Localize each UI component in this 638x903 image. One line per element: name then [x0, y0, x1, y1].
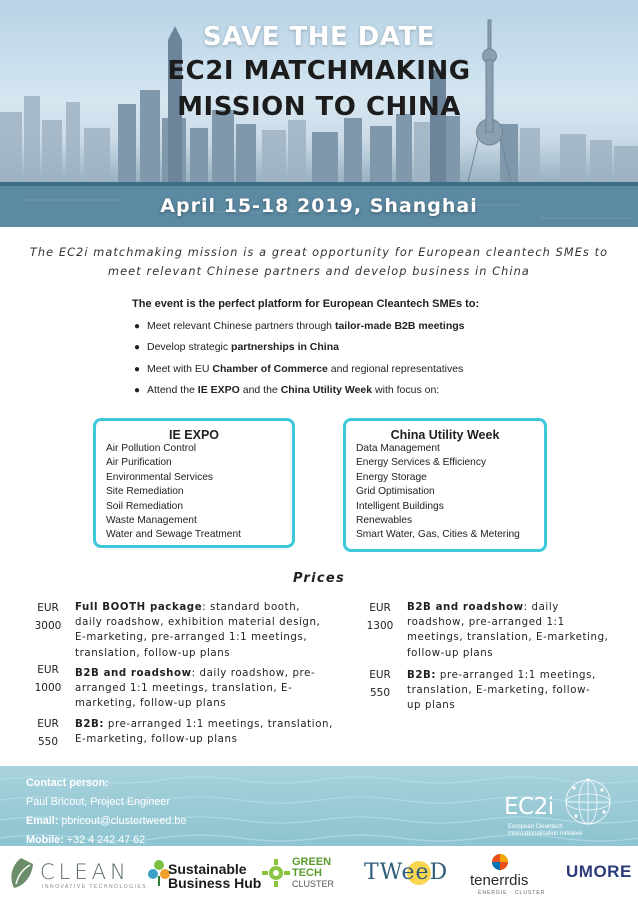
contact-block [26, 774, 186, 850]
price-amount: EUR 550 [369, 669, 391, 699]
china-utility-week-list [346, 442, 544, 543]
clean-logo-icon [6, 856, 36, 892]
price-description: B2B and roadshow: daily roadshow, pre- arranged 1:1 meetings, translation, E- marketing, follow-up plans [75, 668, 316, 710]
price-amount: EUR 1000 [34, 664, 62, 694]
price-description: B2B and roadshow: daily roadshow, pre-arranged 1:1 meetings, translation, E-marketing, follow-up plans [407, 602, 609, 659]
intro-paragraph: The EC2i matchmaking mission is a great opportunity for European cleantech SMEs to meet relevant Chinese partners and develop business in China [29, 246, 609, 278]
contact-heading: Contact person: [26, 777, 109, 789]
list-item: Intelligent Buildings [356, 500, 444, 512]
list-item: Renewables [356, 515, 413, 527]
list-item: Energy Storage [356, 471, 427, 483]
ec2i-tagline-2: Internationalisation Initiative [508, 831, 583, 837]
email-link[interactable]: pbricout@clustertweed.be [61, 815, 187, 827]
platform-bullet-list [132, 316, 465, 401]
bullet-item: ● Meet with EU Chamber of Commerce and regional representatives [132, 359, 465, 380]
bullet-icon: ● [134, 384, 141, 396]
partner-logo-strip [0, 846, 638, 903]
green-tech-cluster-text-1: GREEN [292, 856, 332, 868]
ie-expo-title: IE EXPO [168, 428, 220, 442]
list-item: Grid Optimisation [356, 486, 435, 498]
mobile-number: +32 4 242 47 62 [66, 834, 146, 846]
sustainable-business-hub-text-1: Sustainable [168, 861, 247, 877]
prices-heading: Prices [292, 571, 346, 586]
event-title-line-1: EC2I MATCHMAKING [167, 56, 471, 86]
list-item: Air Purification [106, 457, 172, 469]
ie-expo-list [96, 442, 292, 543]
tenerrdis-logo-text: tenerrdis [470, 872, 529, 889]
green-tech-cluster-text-2: TECH [292, 867, 322, 879]
bullet-icon: ● [134, 363, 141, 375]
bullet-item: ● Attend the IE EXPO and the China Utility Week with focus on: [132, 380, 465, 401]
bullet-item: ● Develop strategic partnerships in China [132, 337, 465, 358]
bullet-icon: ● [134, 321, 141, 332]
sustainable-business-hub-icon [148, 858, 170, 886]
clean-logo-subtext: INNOVATIVE TECHNOLOGIES [42, 884, 148, 890]
bullet-item: ● Meet relevant Chinese partners through tailor-made B2B meetings [132, 316, 465, 337]
event-date: April 15-18 2019, Shanghai [160, 195, 478, 217]
list-item: Energy Services & Efficiency [356, 457, 487, 469]
tweed-logo-text: TWeeD [364, 860, 449, 885]
tenerrdis-logo-subtext: ÉNERGIE · CLUSTER [478, 890, 546, 896]
price-description: B2B: pre-arranged 1:1 meetings, translation, E-marketing, follow-up plans [75, 719, 333, 746]
list-item: Air Pollution Control [106, 443, 197, 454]
list-item: Smart Water, Gas, Cities & Metering [356, 529, 520, 541]
email-label: Email: [26, 815, 59, 827]
china-utility-week-box [343, 418, 547, 552]
ec2i-tagline-1: European Cleantech [508, 824, 563, 830]
umore-logo-text: UMORE [566, 862, 632, 881]
platform-heading: The event is the perfect platform for European Cleantech SMEs to: [132, 298, 480, 310]
list-item: Data Management [356, 443, 440, 454]
list-item: Waste Management [106, 515, 197, 527]
ec2i-logo-text: EC2i [504, 794, 554, 820]
price-amount: EUR 3000 [34, 602, 62, 632]
contact-name: Paul Bricout, Project Engineer [26, 796, 171, 808]
price-amount: EUR 550 [37, 718, 59, 748]
china-utility-week-title: China Utility Week [390, 428, 500, 442]
clean-logo-text: CLEAN [40, 860, 130, 884]
green-tech-cluster-text-3: CLUSTER [292, 879, 335, 889]
bullet-icon: ● [134, 342, 141, 354]
sustainable-business-hub-text-2: Business Hub [168, 875, 262, 891]
mobile-label: Mobile: [26, 834, 64, 846]
price-amount: EUR 1300 [366, 602, 394, 632]
hero-banner [0, 0, 638, 227]
green-tech-cluster-icon [262, 858, 290, 888]
list-item: Water and Sewage Treatment [106, 529, 241, 541]
list-item: Environmental Services [106, 471, 214, 483]
price-description: B2B: pre-arranged 1:1 meetings, translation, E-marketing, follow- up plans [407, 670, 596, 712]
list-item: Soil Remediation [106, 500, 184, 512]
ie-expo-box [93, 418, 295, 548]
list-item: Site Remediation [106, 486, 184, 498]
tenerrdis-icon [490, 852, 510, 872]
save-the-date-heading: SAVE THE DATE [202, 22, 435, 52]
event-title-line-2: MISSION TO CHINA [177, 92, 461, 122]
price-description: Full BOOTH package: standard booth, daily roadshow, exhibition material design, E-marketing, pre-arranged 1:1 meetings, translation, follow-up plans [75, 602, 321, 659]
